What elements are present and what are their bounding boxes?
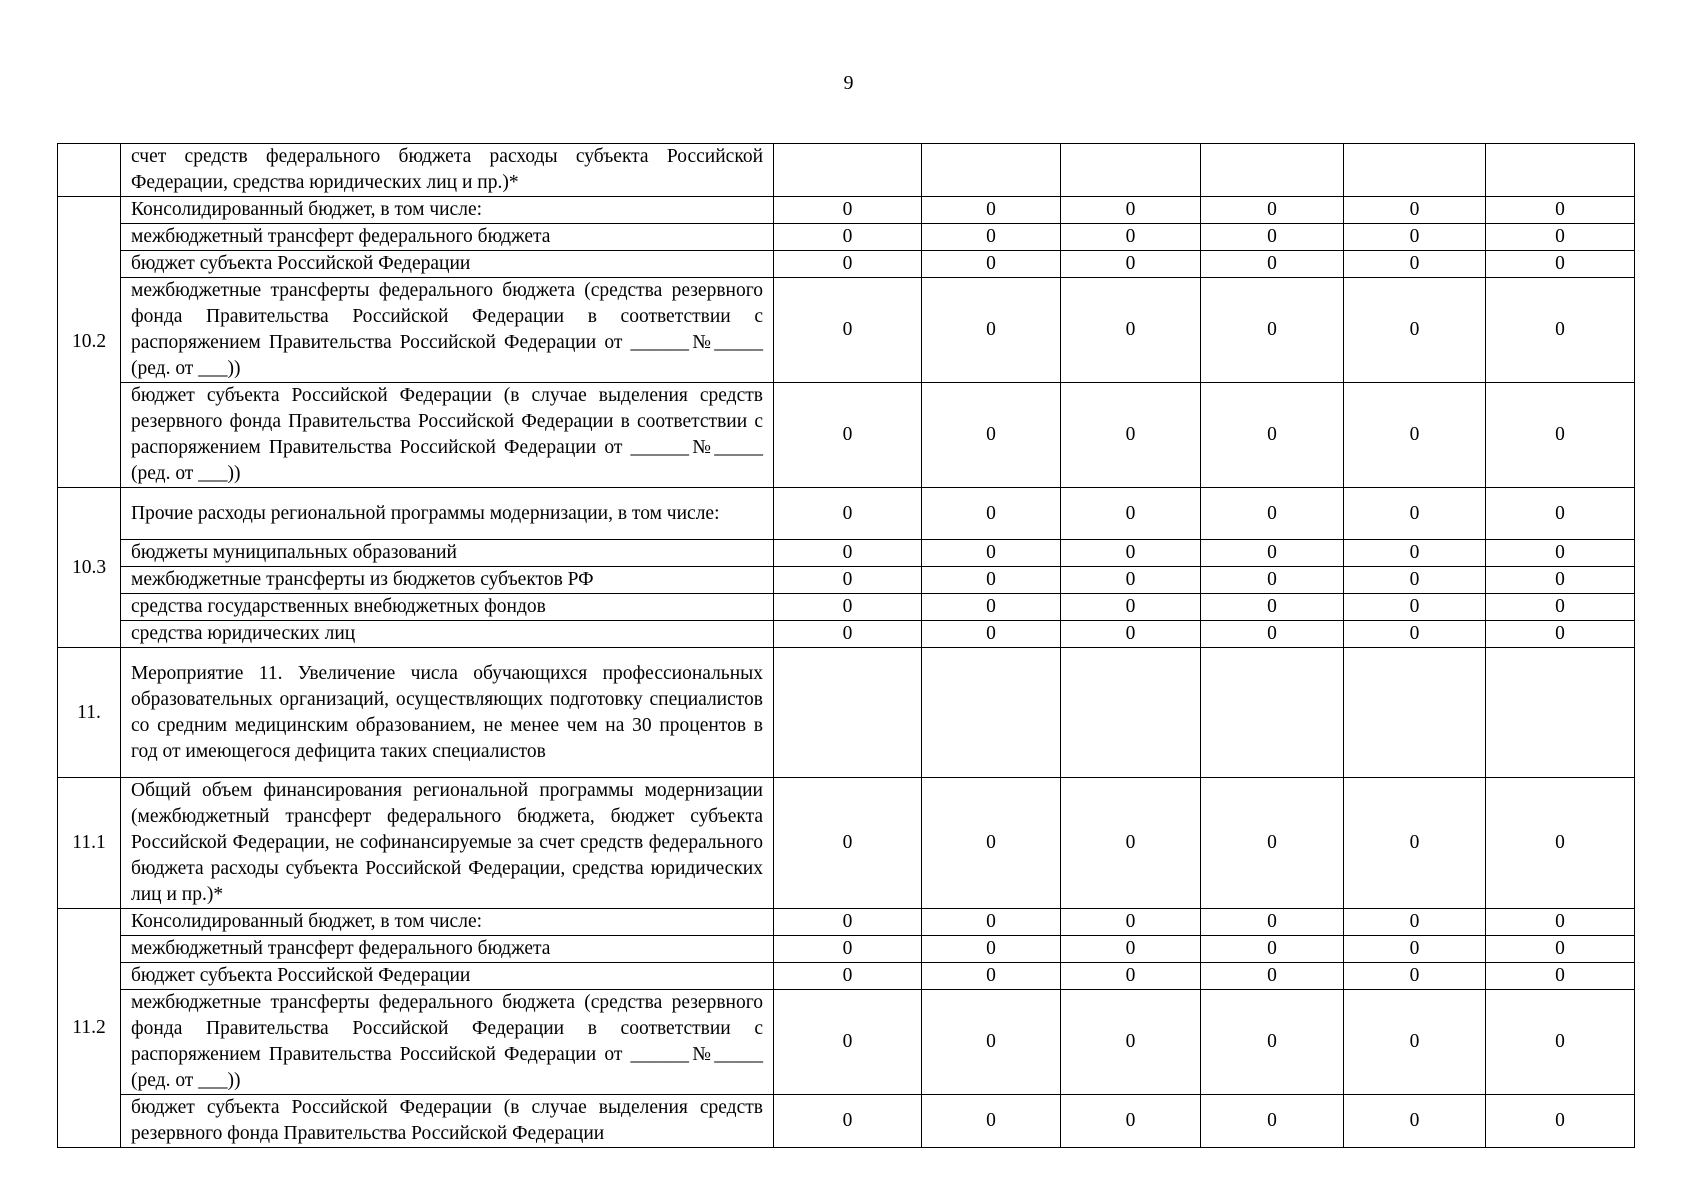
value-cell: 0 [922, 778, 1061, 909]
value-cell [922, 144, 1061, 197]
row-description: межбюджетные трансферты федерального бюджета (средства резервного фонда Правительства Российской Федерации в соответствии с распоряжением Правительства Российской Федерации от ______№_____ (ред. от ___)) [121, 278, 774, 383]
value-cell: 0 [1486, 909, 1635, 936]
value-cell: 0 [1061, 251, 1201, 278]
value-cell: 0 [774, 278, 922, 383]
row-description: Общий объем финансирования региональной программы модернизации (межбюджетный трансферт федерального бюджета, бюджет субъекта Российской Федерации, не софинансируемые за счет средств федерального бюджета расходы субъекта Российской Федерации, средства юридических лиц и пр.)* [121, 778, 774, 909]
value-cell: 0 [922, 990, 1061, 1095]
value-cell: 0 [1201, 1095, 1344, 1148]
value-cell: 0 [922, 224, 1061, 251]
value-cell: 0 [922, 251, 1061, 278]
value-cell: 0 [1486, 594, 1635, 621]
row-description: бюджеты муниципальных образований [121, 540, 774, 567]
value-cell: 0 [922, 621, 1061, 648]
row-description: бюджет субъекта Российской Федерации [121, 251, 774, 278]
value-cell: 0 [1201, 594, 1344, 621]
value-cell: 0 [1486, 197, 1635, 224]
value-cell: 0 [774, 540, 922, 567]
value-cell: 0 [1061, 540, 1201, 567]
value-cell: 0 [1061, 990, 1201, 1095]
value-cell [922, 648, 1061, 778]
value-cell: 0 [1344, 278, 1486, 383]
value-cell: 0 [1486, 488, 1635, 540]
value-cell: 0 [922, 963, 1061, 990]
value-cell: 0 [1486, 278, 1635, 383]
value-cell: 0 [922, 383, 1061, 488]
value-cell: 0 [1201, 197, 1344, 224]
table-row [58, 224, 1635, 251]
row-description: счет средств федерального бюджета расходы субъекта Российской Федерации, средства юридических лиц и пр.)* [121, 144, 774, 197]
value-cell: 0 [1061, 909, 1201, 936]
table-row [58, 488, 1635, 540]
value-cell: 0 [1344, 224, 1486, 251]
value-cell: 0 [774, 251, 922, 278]
table-row [58, 383, 1635, 488]
value-cell: 0 [1201, 540, 1344, 567]
value-cell: 0 [922, 909, 1061, 936]
value-cell: 0 [774, 778, 922, 909]
row-description: Прочие расходы региональной программы модернизации, в том числе: [121, 488, 774, 540]
value-cell [1486, 144, 1635, 197]
table-row [58, 936, 1635, 963]
row-number: 11. [58, 648, 121, 778]
value-cell: 0 [1201, 936, 1344, 963]
value-cell: 0 [1486, 567, 1635, 594]
value-cell: 0 [774, 383, 922, 488]
value-cell: 0 [1061, 567, 1201, 594]
row-description: межбюджетные трансферты федерального бюджета (средства резервного фонда Правительства Российской Федерации в соответствии с распоряжением Правительства Российской Федерации от ______№_____ (ред. от ___)) [121, 990, 774, 1095]
table-row [58, 251, 1635, 278]
value-cell: 0 [922, 594, 1061, 621]
value-cell: 0 [922, 540, 1061, 567]
page-number: 9 [843, 72, 854, 94]
row-description: средства государственных внебюджетных фондов [121, 594, 774, 621]
value-cell: 0 [1061, 963, 1201, 990]
value-cell: 0 [1486, 540, 1635, 567]
value-cell: 0 [774, 963, 922, 990]
value-cell: 0 [1201, 990, 1344, 1095]
table-row [58, 990, 1635, 1095]
row-description: бюджет субъекта Российской Федерации (в случае выделения средств резервного фонда Правительства Российской Федерации [121, 1095, 774, 1148]
value-cell [1201, 648, 1344, 778]
value-cell [1061, 648, 1201, 778]
value-cell: 0 [1344, 909, 1486, 936]
value-cell: 0 [774, 488, 922, 540]
row-number: 10.2 [58, 197, 121, 488]
value-cell [774, 648, 922, 778]
value-cell: 0 [774, 594, 922, 621]
table-row [58, 594, 1635, 621]
value-cell: 0 [1061, 936, 1201, 963]
row-number [58, 144, 121, 197]
table-row [58, 963, 1635, 990]
value-cell [1201, 144, 1344, 197]
value-cell: 0 [774, 224, 922, 251]
value-cell: 0 [1486, 778, 1635, 909]
row-number: 11.2 [58, 909, 121, 1148]
table-row [58, 197, 1635, 224]
value-cell: 0 [1344, 488, 1486, 540]
value-cell: 0 [774, 567, 922, 594]
table-row [58, 1095, 1635, 1148]
row-description: бюджет субъекта Российской Федерации (в случае выделения средств резервного фонда Правительства Российской Федерации в соответствии с распоряжением Правительства Российской Федерации от ______№_____ (ред. от ___)) [121, 383, 774, 488]
value-cell: 0 [1344, 1095, 1486, 1148]
row-description: межбюджетный трансферт федерального бюджета [121, 936, 774, 963]
value-cell: 0 [774, 936, 922, 963]
value-cell: 0 [1344, 594, 1486, 621]
value-cell: 0 [1344, 383, 1486, 488]
value-cell: 0 [922, 567, 1061, 594]
value-cell: 0 [1344, 936, 1486, 963]
row-number: 11.1 [58, 778, 121, 909]
row-description: Консолидированный бюджет, в том числе: [121, 909, 774, 936]
value-cell [1344, 648, 1486, 778]
table-row [58, 567, 1635, 594]
value-cell: 0 [1344, 197, 1486, 224]
row-description: межбюджетный трансферт федерального бюджета [121, 224, 774, 251]
value-cell: 0 [1486, 621, 1635, 648]
value-cell: 0 [1061, 778, 1201, 909]
value-cell: 0 [1061, 621, 1201, 648]
value-cell: 0 [1201, 224, 1344, 251]
row-description: межбюджетные трансферты из бюджетов субъектов РФ [121, 567, 774, 594]
value-cell: 0 [1486, 251, 1635, 278]
value-cell [774, 144, 922, 197]
value-cell: 0 [1201, 909, 1344, 936]
value-cell: 0 [1201, 567, 1344, 594]
value-cell: 0 [1201, 383, 1344, 488]
value-cell: 0 [1061, 1095, 1201, 1148]
value-cell: 0 [1061, 383, 1201, 488]
value-cell: 0 [774, 909, 922, 936]
value-cell: 0 [1486, 383, 1635, 488]
value-cell: 0 [1486, 1095, 1635, 1148]
table-row [58, 540, 1635, 567]
value-cell [1344, 144, 1486, 197]
row-description: Мероприятие 11. Увеличение числа обучающихся профессиональных образовательных организаций, осуществляющих подготовку специалистов со средним медицинским образованием, не менее чем на 30 процентов в год от имеющегося дефицита таких специалистов [121, 648, 774, 778]
value-cell: 0 [922, 197, 1061, 224]
value-cell: 0 [922, 1095, 1061, 1148]
value-cell: 0 [922, 278, 1061, 383]
value-cell: 0 [1201, 621, 1344, 648]
table-row [58, 778, 1635, 909]
value-cell: 0 [1486, 224, 1635, 251]
value-cell: 0 [774, 1095, 922, 1148]
value-cell: 0 [1201, 963, 1344, 990]
table-row [58, 648, 1635, 778]
value-cell: 0 [1344, 540, 1486, 567]
value-cell: 0 [922, 936, 1061, 963]
value-cell: 0 [1061, 278, 1201, 383]
value-cell: 0 [1486, 990, 1635, 1095]
value-cell: 0 [1061, 197, 1201, 224]
value-cell [1486, 648, 1635, 778]
value-cell: 0 [1486, 963, 1635, 990]
row-description: бюджет субъекта Российской Федерации [121, 963, 774, 990]
value-cell: 0 [1344, 567, 1486, 594]
table-row [58, 909, 1635, 936]
row-description: Консолидированный бюджет, в том числе: [121, 197, 774, 224]
value-cell: 0 [1344, 251, 1486, 278]
value-cell: 0 [1344, 990, 1486, 1095]
table-row [58, 621, 1635, 648]
table-row [58, 278, 1635, 383]
value-cell: 0 [1201, 488, 1344, 540]
value-cell: 0 [1061, 594, 1201, 621]
row-number: 10.3 [58, 488, 121, 648]
row-description: средства юридических лиц [121, 621, 774, 648]
value-cell: 0 [774, 990, 922, 1095]
value-cell: 0 [1201, 251, 1344, 278]
value-cell: 0 [1344, 778, 1486, 909]
value-cell [1061, 144, 1201, 197]
value-cell: 0 [1344, 963, 1486, 990]
budget-table [57, 143, 1635, 1148]
value-cell: 0 [774, 621, 922, 648]
value-cell: 0 [1201, 778, 1344, 909]
value-cell: 0 [774, 197, 922, 224]
value-cell: 0 [1061, 224, 1201, 251]
value-cell: 0 [1344, 621, 1486, 648]
value-cell: 0 [1486, 936, 1635, 963]
table-row [58, 144, 1635, 197]
value-cell: 0 [922, 488, 1061, 540]
value-cell: 0 [1061, 488, 1201, 540]
value-cell: 0 [1201, 278, 1344, 383]
